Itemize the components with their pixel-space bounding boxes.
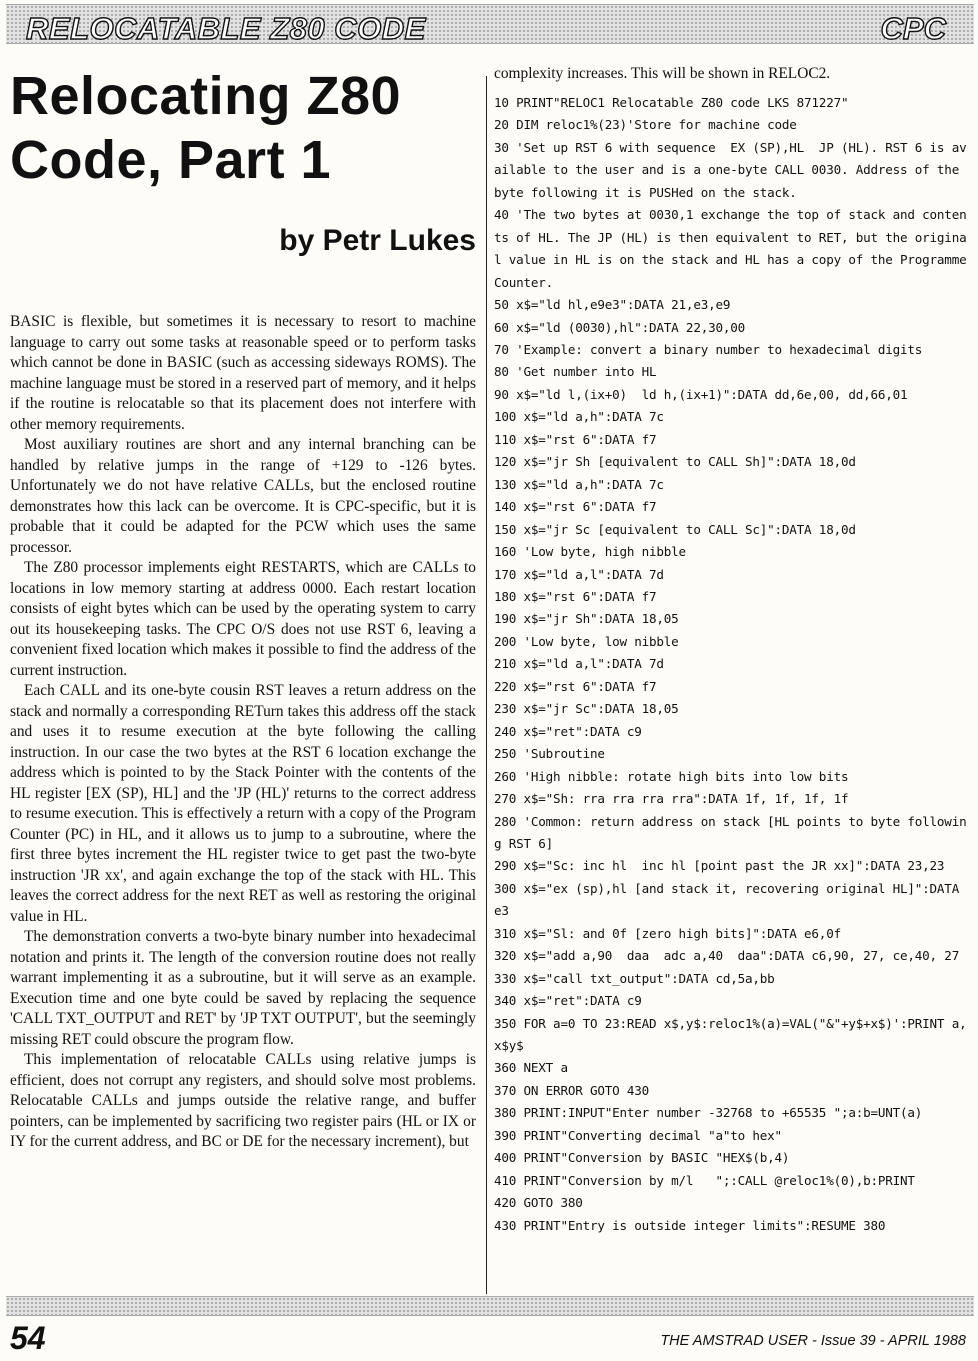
code-line: 200 'Low byte, low nibble bbox=[494, 633, 679, 649]
code-line: 420 GOTO 380 bbox=[494, 1195, 583, 1211]
code-line: 300 x$="ex (sp),hl [and stack it, recovering original HL]":DATA e3 bbox=[494, 880, 967, 919]
code-line: 430 PRINT"Entry is outside integer limits":RESUME 380 bbox=[494, 1217, 886, 1233]
code-line: 220 x$="rst 6":DATA f7 bbox=[494, 678, 657, 694]
code-line: 170 x$="ld a,l":DATA 7d bbox=[494, 566, 664, 582]
code-line: 290 x$="Sc: inc hl inc hl [point past the JR xx]":DATA 23,23 bbox=[494, 858, 945, 874]
code-line: 210 x$="ld a,l":DATA 7d bbox=[494, 656, 664, 672]
code-line: 150 x$="jr Sc [equivalent to CALL Sc]":DATA 18,0d bbox=[494, 521, 856, 537]
code-line: 60 x$="ld (0030),hl":DATA 22,30,00 bbox=[494, 319, 745, 335]
code-line: 160 'Low byte, high nibble bbox=[494, 544, 686, 560]
code-line: 20 DIM reloc1%(23)'Store for machine code bbox=[494, 117, 797, 133]
code-line: 400 PRINT"Conversion by BASIC "HEX$(b,4) bbox=[494, 1150, 790, 1166]
paragraph: Most auxiliary routines are short and any internal branching can be handled by relative jumps in the range of +129 to -126 bytes. Unfortunately we do not have relative CALLs, but the enclosed routine demonstrates how this lack can be overcome. It is CPC-specific, but it is probable that it could be adapted for the PCW which uses the same processor. bbox=[10, 436, 476, 556]
code-line: 80 'Get number into HL bbox=[494, 364, 657, 380]
code-line: 320 x$="add a,90 daa adc a,40 daa":DATA c6,90, 27, ce,40, 27 bbox=[494, 948, 960, 964]
header-band bbox=[6, 4, 974, 44]
code-line: 350 FOR a=0 TO 23:READ x$,y$:reloc1%(a)=VAL("&"+y$+x$)':PRINT a,x$y$ bbox=[494, 1015, 967, 1054]
code-line: 340 x$="ret":DATA c9 bbox=[494, 993, 642, 1009]
code-line: 310 x$="Sl: and 0f [zero high bits]":DATA e6,0f bbox=[494, 925, 841, 941]
code-line: 40 'The two bytes at 0030,1 exchange the top of stack and contents of HL. The JP (HL) is then equivalent to RET, but the original value in HL is on the stack and HL has a copy of the Programme Counter. bbox=[494, 207, 974, 290]
code-line: 50 x$="ld hl,e9e3":DATA 21,e3,e9 bbox=[494, 297, 731, 313]
code-line: 370 ON ERROR GOTO 430 bbox=[494, 1082, 650, 1098]
section-tag: CPC bbox=[880, 11, 946, 46]
code-line: 190 x$="jr Sh":DATA 18,05 bbox=[494, 611, 679, 627]
footer-band bbox=[6, 1296, 974, 1316]
code-line: 30 'Set up RST 6 with sequence EX (SP),HL JP (HL). RST 6 is available to the user and is a one-byte CALL 0030. Address of the byte following it is PUSHed on the stack. bbox=[494, 139, 967, 200]
code-line: 230 x$="jr Sc":DATA 18,05 bbox=[494, 701, 679, 717]
byline: by Petr Lukes bbox=[279, 224, 476, 257]
article-body bbox=[10, 312, 476, 1153]
column-divider bbox=[486, 76, 487, 1294]
code-line: 330 x$="call txt_output":DATA cd,5a,bb bbox=[494, 970, 775, 986]
code-line: 180 x$="rst 6":DATA f7 bbox=[494, 588, 657, 604]
code-line: 90 x$="ld l,(ix+0) ld h,(ix+1)":DATA dd,6e,00, dd,66,01 bbox=[494, 386, 908, 402]
paragraph: The Z80 processor implements eight RESTARTS, which are CALLs to locations in low memory starting at address 0000. Each restart location consists of eight bytes which can be used by the operating system to carry out its housekeeping tasks. The CPC O/S does not use RST 6, leaving a convenient fixed location which makes it possible to find the address of the current instruction. bbox=[10, 559, 476, 679]
publication-info: THE AMSTRAD USER - Issue 39 - APRIL 1988 bbox=[660, 1333, 966, 1349]
code-line: 240 x$="ret":DATA c9 bbox=[494, 723, 642, 739]
section-title: RELOCATABLE Z80 CODE bbox=[26, 11, 426, 46]
paragraph: Each CALL and its one-byte cousin RST leaves a return address on the stack and normally a corresponding RETurn takes this address off the stack and uses it to resume execution at the byte following the calling instruction. In our case the two bytes at the RST 6 location exchange the address which is pointed to by the Stack Pointer with the contents of the HL register [EX (SP), HL] and the 'JP (HL)' returns to the correct address to resume execution. This is effectively a return with a copy of the Program Counter (PC) in HL, and it allows us to jump to a subroutine, where the first three bytes increment the HL register twice to get past the two-byte instruction 'JR xx', and again exchange the top of the stack with HL. This leaves the correct address for the next RET as well as restoring the original value in HL. bbox=[10, 682, 476, 925]
code-line: 270 x$="Sh: rra rra rra rra":DATA 1f, 1f, 1f, 1f bbox=[494, 791, 849, 807]
paragraph-continuation: complexity increases. This will be shown in RELOC2. bbox=[494, 65, 831, 82]
code-line: 360 NEXT a bbox=[494, 1060, 568, 1076]
paragraph: The demonstration converts a two-byte binary number into hexadecimal notation and prints it. The length of the conversion routine does not really warrant implementing it as a subroutine, but it will serve as an example. Execution time and one byte could be saved by replacing the sequence 'CALL TXT_OUTPUT and RET' by 'JP TXT OUTPUT', but the seemingly missing RET could obscure the program flow. bbox=[10, 928, 476, 1048]
code-line: 110 x$="rst 6":DATA f7 bbox=[494, 431, 657, 447]
code-line: 130 x$="ld a,h":DATA 7c bbox=[494, 476, 664, 492]
code-line: 390 PRINT"Converting decimal "a"to hex" bbox=[494, 1127, 782, 1143]
code-line: 10 PRINT"RELOC1 Relocatable Z80 code LKS 871227" bbox=[494, 95, 849, 110]
paragraph: This implementation of relocatable CALLs using relative jumps is efficient, does not corrupt any registers, and should solve most problems. Relocatable CALLs and jumps outside the relative range, and buffer pointers, can be implemented by sacrificing two register pairs (HL or IX or IY for the current address, and BC or DE for the necessary increment), but bbox=[10, 1051, 476, 1150]
code-line: 140 x$="rst 6":DATA f7 bbox=[494, 499, 657, 515]
paragraph: BASIC is flexible, but sometimes it is necessary to resort to machine language to carry out some tasks at reasonable speed or to perform tasks which cannot be done in BASIC (such as accessing sideways ROMS). The machine language must be stored in a reserved part of memory, and it helps if the routine is relocatable so that its placement does not interfere with other memory requirements. bbox=[10, 313, 476, 433]
code-line: 250 'Subroutine bbox=[494, 746, 605, 762]
code-listing bbox=[494, 92, 974, 1237]
listing-column bbox=[494, 64, 974, 1237]
page-number: 54 bbox=[10, 1320, 46, 1356]
code-line: 260 'High nibble: rotate high bits into low bits bbox=[494, 768, 849, 784]
code-line: 120 x$="jr Sh [equivalent to CALL Sh]":DATA 18,0d bbox=[494, 454, 856, 470]
article-title: Relocating Z80 Code, Part 1 bbox=[10, 66, 402, 190]
code-line: 70 'Example: convert a binary number to hexadecimal digits bbox=[494, 341, 923, 357]
code-line: 100 x$="ld a,h":DATA 7c bbox=[494, 409, 664, 425]
code-line: 280 'Common: return address on stack [HL points to byte following RST 6] bbox=[494, 813, 967, 851]
code-line: 410 PRINT"Conversion by m/l ";:CALL @reloc1%(0),b:PRINT bbox=[494, 1172, 915, 1188]
code-line: 380 PRINT:INPUT"Enter number -32768 to +65535 ";a:b=UNT(a) bbox=[494, 1105, 923, 1121]
